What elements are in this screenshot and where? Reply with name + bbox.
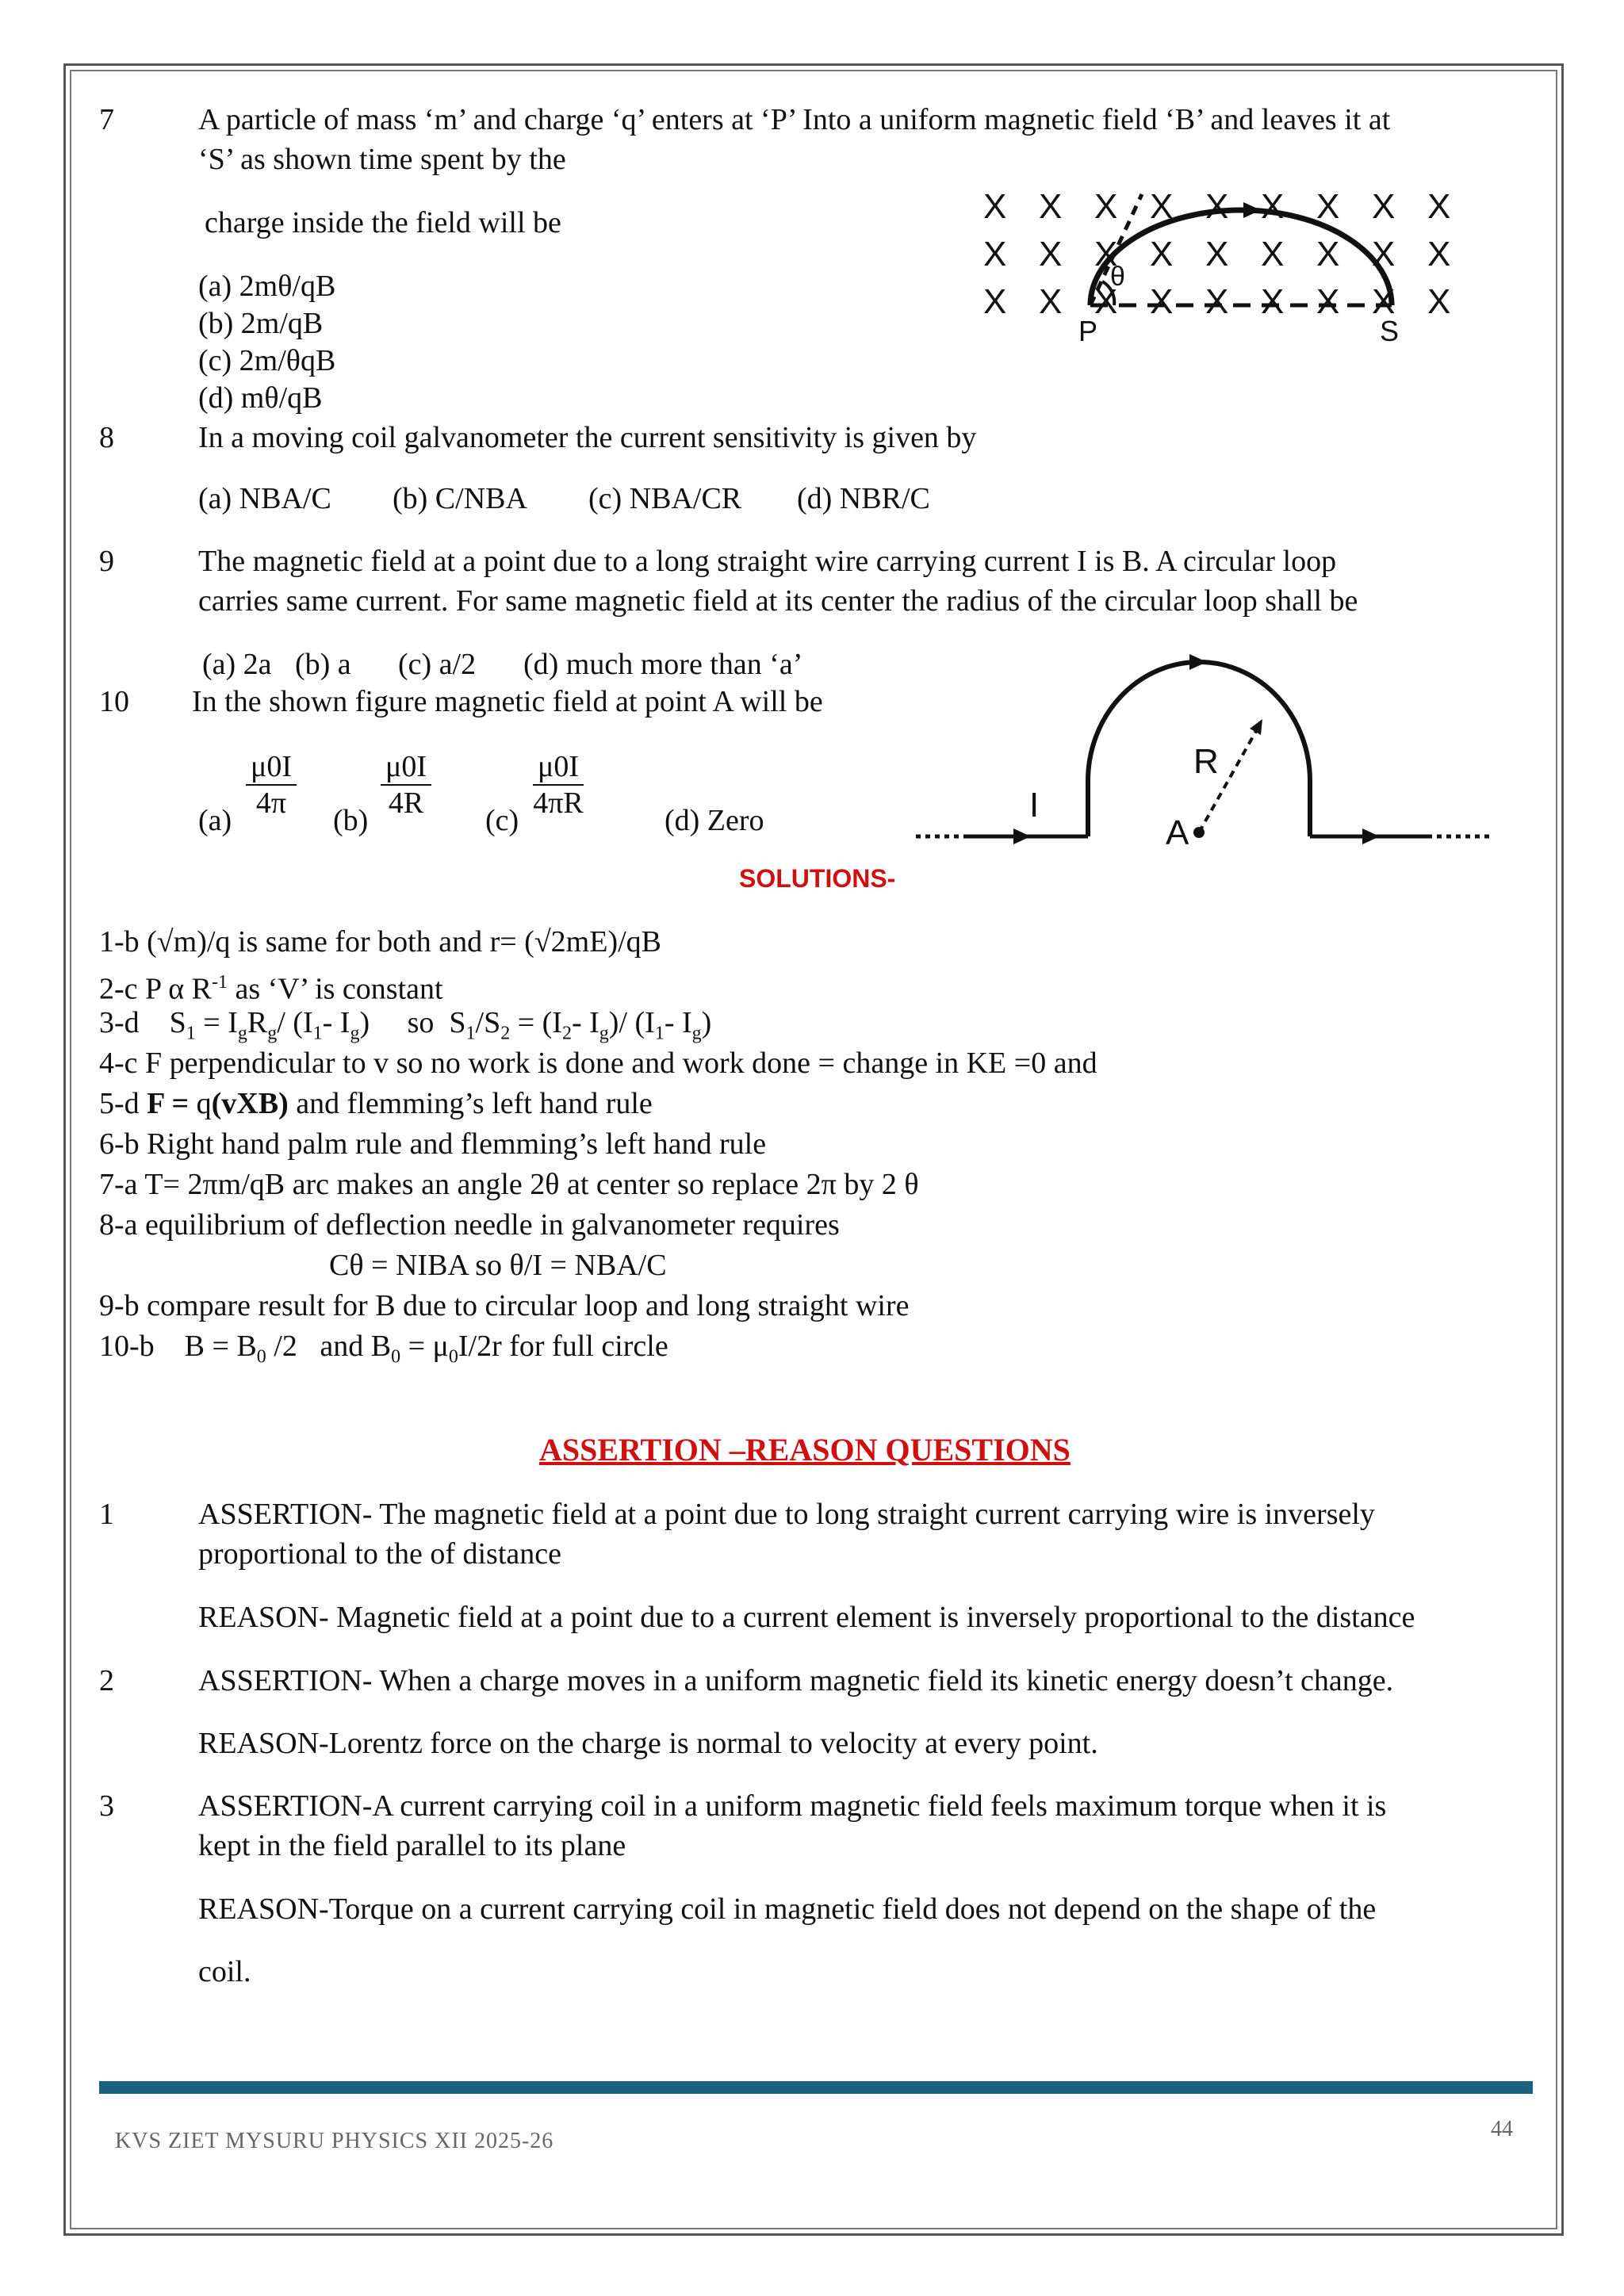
question-7-number: 7 bbox=[99, 103, 114, 136]
question-8-option-b: (b) C/NBA bbox=[393, 482, 527, 515]
solutions-title: SOLUTIONS- bbox=[739, 864, 896, 893]
assertion-2-number: 2 bbox=[99, 1664, 114, 1697]
question-10-option-c-label: (c) bbox=[485, 804, 519, 837]
cross-mark: X bbox=[1261, 282, 1285, 321]
assertion-3-line1: ASSERTION-A current carrying coil in a uniform magnetic field feels maximum torque when it is bbox=[198, 1789, 1387, 1823]
cross-mark: X bbox=[1261, 235, 1285, 274]
fraction-numerator: μ0I bbox=[533, 749, 584, 786]
solution-5-bold-2: (vXB) bbox=[211, 1087, 289, 1120]
cross-mark: X bbox=[1205, 187, 1229, 226]
cross-mark: X bbox=[1094, 235, 1118, 274]
radius-label-r: R bbox=[1193, 742, 1219, 781]
cross-mark: X bbox=[1150, 235, 1174, 274]
question-10-number: 10 bbox=[99, 685, 129, 718]
cross-mark: X bbox=[1150, 187, 1174, 226]
question-10-option-c-fraction bbox=[533, 749, 584, 821]
assertion-1-number: 1 bbox=[99, 1498, 114, 1531]
cross-mark: X bbox=[1261, 187, 1285, 226]
question-8-number: 8 bbox=[99, 421, 114, 454]
fraction-denominator: 4πR bbox=[533, 786, 584, 820]
question-8-option-d: (d) NBR/C bbox=[797, 482, 930, 515]
question-9-option-c: (c) a/2 bbox=[398, 648, 477, 681]
cross-mark: X bbox=[1316, 282, 1340, 321]
point-a-label: A bbox=[1166, 813, 1189, 852]
cross-mark: X bbox=[1205, 235, 1229, 274]
cross-mark: X bbox=[1316, 235, 1340, 274]
current-arrow-left bbox=[1013, 828, 1031, 844]
solution-2-pre: 2-c P α R bbox=[99, 972, 212, 1006]
assertion-3-number: 3 bbox=[99, 1789, 114, 1823]
solution-2 bbox=[99, 962, 443, 1009]
cross-mark: X bbox=[1427, 282, 1451, 321]
cross-mark: X bbox=[1094, 282, 1118, 321]
cross-mark: X bbox=[1372, 282, 1396, 321]
fraction-numerator: μ0I bbox=[381, 749, 431, 786]
reason-3-line1: REASON-Torque on a current carrying coil in magnetic field does not depend on the shape of the bbox=[198, 1892, 1377, 1926]
cross-mark: X bbox=[1372, 235, 1396, 274]
cross-mark: X bbox=[1372, 187, 1396, 226]
cross-mark: X bbox=[1316, 187, 1340, 226]
solution-2-superscript: -1 bbox=[212, 972, 228, 993]
assertion-reason-title: ASSERTION –REASON QUESTIONS bbox=[539, 1432, 1071, 1468]
arc-arrow bbox=[1243, 202, 1261, 218]
question-8-option-a: (a) NBA/C bbox=[198, 482, 331, 515]
question-7-text-line1: A particle of mass ‘m’ and charge ‘q’ enters at ‘P’ Into a uniform magnetic field ‘B’ and leaves it at bbox=[198, 103, 1391, 136]
footer-bar bbox=[99, 2081, 1533, 2094]
solution-10: 10-b $B = B_0$ /2 and $B_0 = \mu_0I/2r$ for full circle bbox=[99, 1330, 668, 1368]
theta-label: θ bbox=[1110, 262, 1125, 292]
reason-1: REASON- Magnetic field at a point due to a current element is inversely proportional to the distance bbox=[198, 1601, 1415, 1634]
question-7-option-b: (b) 2m/qB bbox=[198, 307, 324, 340]
current-label-i: I bbox=[1029, 786, 1040, 825]
question-9-text-line2: carries same current. For same magnetic field at its center the radius of the circular loop shall be bbox=[198, 584, 1358, 618]
question-10-text: In the shown figure magnetic field at point A will be bbox=[192, 685, 823, 718]
question-10-wire-figure bbox=[912, 646, 1499, 852]
cross-mark: X bbox=[1427, 235, 1451, 274]
solution-3: 3-d $S_1 = I_gR_g/$ ($I_1-$ $I_g$) so $S_1/S_2 = (I_2-$ $I_g)/$ ($I_1-$ $I_g$) bbox=[99, 1006, 712, 1044]
question-9-option-a: (a) 2a bbox=[202, 648, 272, 681]
cross-mark: X bbox=[1427, 187, 1451, 226]
question-8-text: In a moving coil galvanometer the current sensitivity is given by bbox=[198, 421, 977, 454]
cross-mark: X bbox=[1205, 282, 1229, 321]
solution-6: 6-b Right hand palm rule and flemming’s left hand rule bbox=[99, 1127, 767, 1161]
solution-9: 9-b compare result for B due to circular loop and long straight wire bbox=[99, 1289, 910, 1322]
cross-mark: X bbox=[1094, 187, 1118, 226]
question-7-option-d: (d) mθ/qB bbox=[198, 381, 323, 415]
cross-mark: X bbox=[1039, 235, 1063, 274]
assertion-2: ASSERTION- When a charge moves in a uniform magnetic field its kinetic energy doesn’t change. bbox=[198, 1664, 1394, 1697]
fraction-denominator: 4π bbox=[255, 786, 287, 820]
footer-text: KVS ZIET MYSURU PHYSICS XII 2025-26 bbox=[115, 2129, 554, 2153]
question-9-text-line1: The magnetic field at a point due to a long straight wire carrying current I is B. A circular loop bbox=[198, 545, 1337, 578]
cross-mark: X bbox=[983, 282, 1007, 321]
cross-mark: X bbox=[1150, 282, 1174, 321]
page-number: 44 bbox=[1491, 2117, 1513, 2141]
question-7-text-line2: ‘S’ as shown time spent by the bbox=[198, 143, 566, 176]
solution-8: 8-a equilibrium of deflection needle in galvanometer requires bbox=[99, 1208, 840, 1242]
current-arrow-top bbox=[1189, 654, 1207, 670]
solution-5 bbox=[99, 1084, 653, 1123]
question-10-option-a-fraction bbox=[246, 749, 297, 821]
question-8-option-c: (c) NBA/CR bbox=[588, 482, 742, 515]
fraction-denominator: 4R bbox=[388, 786, 424, 820]
solution-8-equation: Cθ = NIBA so θ/I = NBA/C bbox=[329, 1249, 667, 1282]
point-p-label: P bbox=[1078, 315, 1098, 347]
assertion-1-line1: ASSERTION- The magnetic field at a point due to long straight current carrying wire is inversely bbox=[198, 1498, 1375, 1531]
question-9-option-b: (b) a bbox=[295, 648, 351, 681]
solution-5-bold: F = bbox=[147, 1087, 197, 1120]
question-7-text-line3: charge inside the field will be bbox=[205, 206, 561, 239]
solution-2-post: as ‘V’ is constant bbox=[228, 972, 443, 1006]
cross-mark: X bbox=[983, 235, 1007, 274]
question-10-option-b-fraction bbox=[381, 749, 431, 821]
particle-arc bbox=[1090, 210, 1392, 305]
solution-4: 4-c F perpendicular to v so no work is done and work done = change in KE =0 and bbox=[99, 1047, 1097, 1080]
question-10-option-b-label: (b) bbox=[333, 804, 369, 837]
solution-5-pre: 5-d bbox=[99, 1087, 147, 1120]
assertion-3-line2: kept in the field parallel to its plane bbox=[198, 1829, 626, 1862]
question-9-option-d: (d) much more than ‘a’ bbox=[523, 648, 803, 681]
cross-mark: X bbox=[1039, 187, 1063, 226]
reason-3-line2: coil. bbox=[198, 1955, 251, 1988]
cross-mark: X bbox=[1039, 282, 1063, 321]
assertion-1-line2: proportional to the of distance bbox=[198, 1537, 561, 1571]
point-s-label: S bbox=[1380, 315, 1400, 347]
question-10-option-a-label: (a) bbox=[198, 804, 232, 837]
question-7-option-c: (c) 2m/θqB bbox=[198, 344, 336, 377]
question-10-option-d: (d) Zero bbox=[665, 804, 764, 837]
reason-2: REASON-Lorentz force on the charge is normal to velocity at every point. bbox=[198, 1727, 1098, 1760]
question-7-field-figure bbox=[975, 178, 1483, 361]
current-arrow-right bbox=[1362, 828, 1380, 844]
solution-1: 1-b (√m)/q is same for both and r= (√2mE)/qB bbox=[99, 925, 662, 959]
cross-mark: X bbox=[983, 187, 1007, 226]
solution-5-mid: q bbox=[196, 1087, 212, 1120]
question-9-number: 9 bbox=[99, 545, 114, 578]
solution-5-post: and flemming’s left hand rule bbox=[288, 1087, 653, 1120]
question-7-option-a: (a) 2mθ/qB bbox=[198, 270, 336, 303]
solution-7: 7-a T= 2πm/qB arc makes an angle 2θ at center so replace 2π by 2 θ bbox=[99, 1168, 919, 1201]
fraction-numerator: μ0I bbox=[246, 749, 297, 786]
